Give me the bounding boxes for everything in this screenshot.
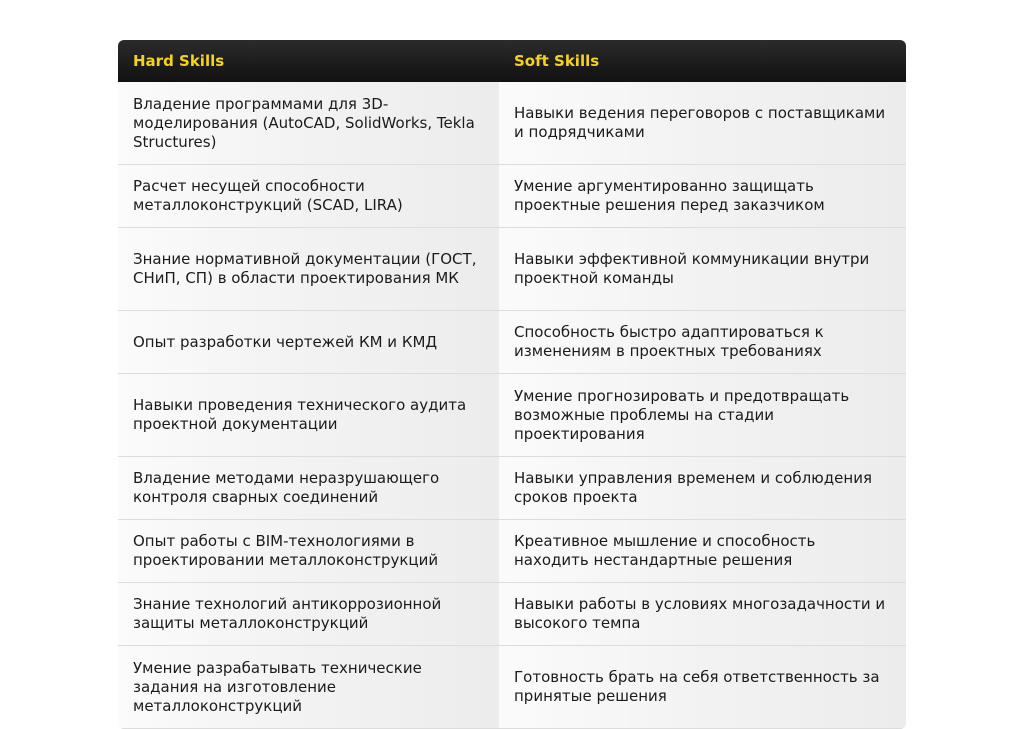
header-row bbox=[118, 40, 906, 82]
hard-skill-cell: Умение разрабатывать технические задания на изготовление металлоконструкций bbox=[118, 646, 499, 729]
table-row bbox=[118, 583, 906, 646]
soft-skill-cell: Умение аргументированно защищать проектные решения перед заказчиком bbox=[499, 165, 906, 228]
table-row bbox=[118, 82, 906, 165]
table-body bbox=[118, 82, 906, 729]
soft-skill-cell: Способность быстро адаптироваться к изменениям в проектных требованиях bbox=[499, 311, 906, 374]
table-row bbox=[118, 165, 906, 228]
table-row bbox=[118, 646, 906, 729]
skills-table-container bbox=[118, 40, 906, 729]
table-row bbox=[118, 228, 906, 311]
hard-skill-cell: Владение программами для 3D-моделирования (AutoCAD, SolidWorks, Tekla Structures) bbox=[118, 82, 499, 165]
soft-skill-cell: Навыки управления временем и соблюдения сроков проекта bbox=[499, 457, 906, 520]
hard-skill-cell: Владение методами неразрушающего контроля сварных соединений bbox=[118, 457, 499, 520]
soft-skill-cell: Креативное мышление и способность находить нестандартные решения bbox=[499, 520, 906, 583]
table-row bbox=[118, 457, 906, 520]
hard-skill-cell: Знание нормативной документации (ГОСТ, СНиП, СП) в области проектирования МК bbox=[118, 228, 499, 311]
skills-table bbox=[118, 40, 906, 729]
table-row bbox=[118, 520, 906, 583]
soft-skill-cell: Умение прогнозировать и предотвращать возможные проблемы на стадии проектирования bbox=[499, 374, 906, 457]
hard-skill-cell: Навыки проведения технического аудита проектной документации bbox=[118, 374, 499, 457]
table-row bbox=[118, 311, 906, 374]
hard-skill-cell: Опыт работы с BIM-технологиями в проектировании металлоконструкций bbox=[118, 520, 499, 583]
header-soft-skills: Soft Skills bbox=[514, 52, 600, 70]
table-row bbox=[118, 374, 906, 457]
table-header bbox=[118, 40, 906, 82]
hard-skill-cell: Знание технологий антикоррозионной защиты металлоконструкций bbox=[118, 583, 499, 646]
header-hard-skills: Hard Skills bbox=[133, 52, 225, 70]
soft-skill-cell: Навыки работы в условиях многозадачности и высокого темпа bbox=[499, 583, 906, 646]
soft-skill-cell: Готовность брать на себя ответственность за принятые решения bbox=[499, 646, 906, 729]
soft-skill-cell: Навыки эффективной коммуникации внутри проектной команды bbox=[499, 228, 906, 311]
hard-skill-cell: Опыт разработки чертежей КМ и КМД bbox=[118, 311, 499, 374]
hard-skill-cell: Расчет несущей способности металлоконструкций (SCAD, LIRA) bbox=[118, 165, 499, 228]
soft-skill-cell: Навыки ведения переговоров с поставщиками и подрядчиками bbox=[499, 82, 906, 165]
